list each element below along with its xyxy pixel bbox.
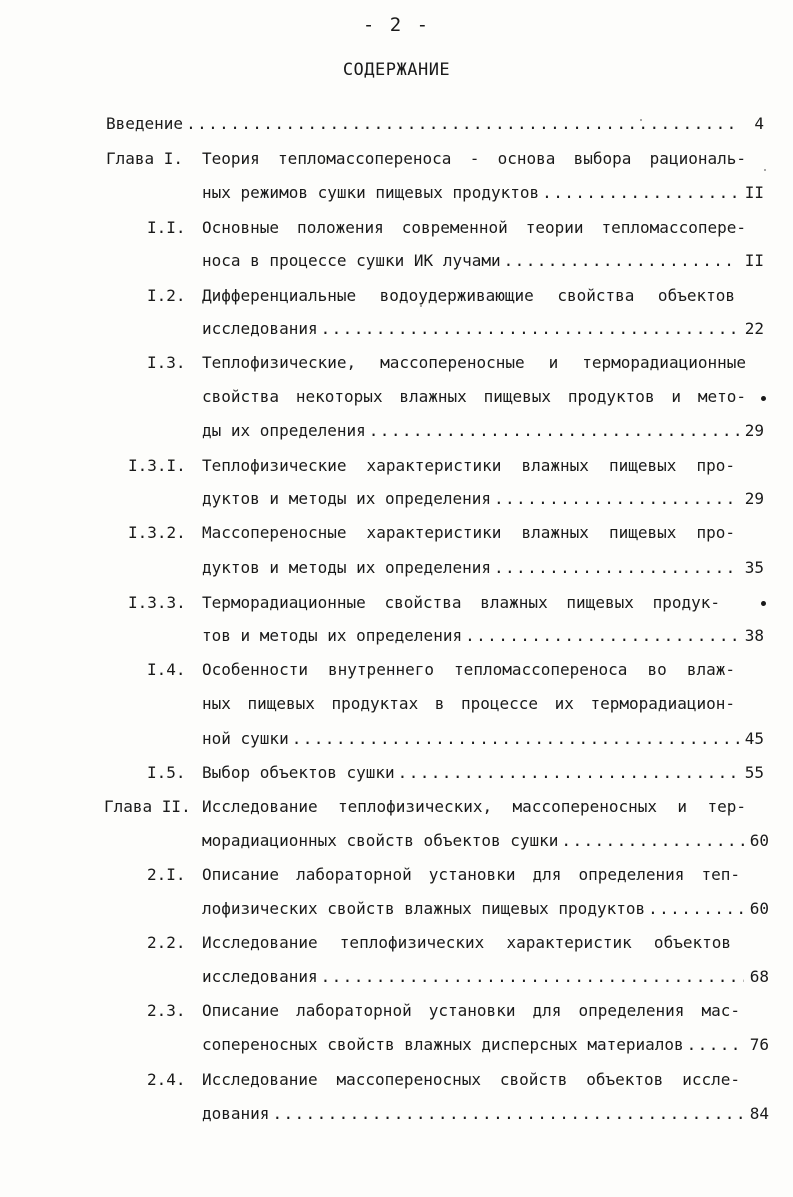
toc-entry-1-1-cont bbox=[202, 248, 764, 274]
toc-entry-text: Теплофизические, массопереносные и терморадиационные bbox=[202, 353, 746, 372]
toc-entry-text: Массопереносные характеристики влажных пищевых про- bbox=[202, 523, 735, 542]
toc-leader-dots bbox=[539, 180, 739, 206]
toc-entry-text: Основные положения современной теории тепломассопере- bbox=[202, 218, 746, 237]
toc-entry-label: I.3. bbox=[147, 353, 186, 372]
toc-entry-text: Терморадиационные свойства влажных пищевых продук- bbox=[202, 593, 720, 612]
toc-entry-text: Дифференциальные водоудерживающие свойства объектов bbox=[202, 286, 735, 305]
toc-entry-2-4 bbox=[147, 1067, 740, 1093]
toc-entry-text: Описание лабораторной установки для определения мас- bbox=[202, 1001, 740, 1020]
toc-entry-2-2 bbox=[147, 930, 731, 956]
toc-page-number: 29 bbox=[744, 421, 764, 440]
toc-entry-text: лофизических свойств влажных пищевых продуктов bbox=[202, 899, 646, 918]
toc-entry-label: I.2. bbox=[147, 286, 186, 305]
toc-leader-dots bbox=[183, 111, 740, 137]
scan-speck bbox=[420, 305, 422, 307]
toc-page-number: 22 bbox=[744, 319, 764, 338]
page-title: СОДЕРЖАНИЕ bbox=[342, 60, 451, 80]
toc-entry-text: Исследование теплофизических характеристик объектов bbox=[202, 933, 731, 952]
toc-entry-text: Описание лабораторной установки для определения теп- bbox=[202, 865, 740, 884]
toc-entry-label: 2.I. bbox=[147, 865, 186, 884]
toc-entry-2-3-cont bbox=[202, 1032, 769, 1058]
toc-page-number: 29 bbox=[744, 489, 764, 508]
toc-entry-text: Введение bbox=[106, 114, 184, 133]
toc-entry-1-2 bbox=[147, 283, 735, 309]
toc-entry-2-1-cont bbox=[202, 896, 769, 922]
toc-page-number: II bbox=[744, 183, 764, 202]
toc-entry-chapter-2 bbox=[104, 794, 746, 820]
toc-leader-dots bbox=[289, 726, 739, 752]
toc-entry-1-3-cont2 bbox=[202, 418, 764, 444]
toc-entry-text: Исследование теплофизических, массопереносных и тер- bbox=[202, 797, 746, 816]
toc-leader-dots bbox=[462, 623, 739, 649]
toc-leader-dots bbox=[395, 760, 739, 786]
toc-entry-1-3-1-cont bbox=[202, 486, 764, 512]
toc-entry-text: исследования bbox=[202, 967, 318, 986]
toc-entry-text: ды их определения bbox=[202, 421, 366, 440]
toc-page-number: 60 bbox=[749, 899, 769, 918]
margin-dot bbox=[761, 601, 766, 606]
toc-entry-1-3-3 bbox=[128, 590, 720, 616]
toc-leader-dots bbox=[501, 248, 739, 274]
toc-entry-text: Теория тепломассопереноса - основа выбора рациональ- bbox=[202, 149, 746, 168]
toc-entry-1-3-1 bbox=[128, 453, 735, 479]
scan-speck bbox=[764, 169, 766, 171]
toc-entry-text: дуктов и методы их определения bbox=[202, 558, 491, 577]
toc-page-number: 84 bbox=[749, 1104, 769, 1123]
toc-entry-text: Особенности внутреннего тепломассопереноса во влаж- bbox=[202, 660, 735, 679]
toc-page-number: 76 bbox=[749, 1035, 769, 1054]
toc-leader-dots bbox=[318, 964, 744, 990]
toc-entry-chapter-1 bbox=[106, 146, 746, 172]
toc-entry-text: Выбор объектов сушки bbox=[202, 763, 395, 782]
toc-entry-1-3-3-cont bbox=[202, 623, 764, 649]
toc-entry-label: Глава I. bbox=[106, 149, 184, 168]
toc-entry-chapter-2-cont bbox=[202, 828, 769, 854]
toc-leader-dots bbox=[491, 486, 739, 512]
toc-entry-label: I.3.2. bbox=[128, 523, 186, 542]
toc-entry-1-2-cont bbox=[202, 316, 764, 342]
toc-entry-text: дуктов и методы их определения bbox=[202, 489, 491, 508]
toc-leader-dots bbox=[558, 828, 743, 854]
toc-entry-label: 2.4. bbox=[147, 1070, 186, 1089]
toc-entry-text: Теплофизические характеристики влажных пищевых про- bbox=[202, 456, 735, 475]
toc-entry-text: дования bbox=[202, 1104, 270, 1123]
toc-entry-label: I.5. bbox=[147, 763, 186, 782]
toc-page-number: 4 bbox=[754, 114, 764, 133]
toc-entry-text: морадиационных свойств объектов сушки bbox=[202, 831, 559, 850]
toc-leader-dots bbox=[269, 1101, 743, 1127]
toc-entry-text: тов и методы их определения bbox=[202, 626, 463, 645]
toc-entry-1-3-2 bbox=[128, 520, 735, 546]
toc-entry-label: 2.3. bbox=[147, 1001, 186, 1020]
toc-page-number: II bbox=[744, 251, 764, 270]
toc-entry-text: исследования bbox=[202, 319, 318, 338]
toc-entry-1-3-2-cont bbox=[202, 555, 764, 581]
toc-entry-text: Исследование массопереносных свойств объектов иссле- bbox=[202, 1070, 740, 1089]
toc-entry-text: ных пищевых продуктах в процессе их терморадиацион- bbox=[202, 694, 735, 713]
toc-entry-intro bbox=[106, 111, 764, 137]
toc-leader-dots bbox=[684, 1032, 744, 1058]
toc-entry-1-4-cont bbox=[202, 691, 735, 717]
toc-entry-label: I.I. bbox=[147, 218, 186, 237]
toc-entry-2-2-cont bbox=[202, 964, 769, 990]
toc-entry-label: I.3.I. bbox=[128, 456, 186, 475]
toc-page-number: 68 bbox=[749, 967, 769, 986]
toc-leader-dots bbox=[366, 418, 739, 444]
toc-entry-1-5 bbox=[147, 760, 764, 786]
toc-entry-label: 2.2. bbox=[147, 933, 186, 952]
toc-entry-2-1 bbox=[147, 862, 740, 888]
toc-page-number: 55 bbox=[744, 763, 764, 782]
toc-entry-1-3-cont bbox=[202, 384, 746, 410]
toc-page-number: 60 bbox=[749, 831, 769, 850]
page-number: - 2 - bbox=[362, 14, 431, 36]
toc-entry-label: I.3.3. bbox=[128, 593, 186, 612]
toc-page-number: 38 bbox=[744, 626, 764, 645]
scan-speck bbox=[640, 119, 642, 121]
toc-entry-text: носа в процессе сушки ИК лучами bbox=[202, 251, 501, 270]
toc-page-number: 35 bbox=[744, 558, 764, 577]
toc-entry-chapter-1-cont bbox=[202, 180, 764, 206]
toc-leader-dots bbox=[318, 316, 739, 342]
toc-entry-1-4 bbox=[147, 657, 735, 683]
toc-page-number: 45 bbox=[744, 729, 764, 748]
toc-entry-text: ной сушки bbox=[202, 729, 289, 748]
toc-leader-dots bbox=[645, 896, 744, 922]
toc-entry-2-4-cont bbox=[202, 1101, 769, 1127]
toc-entry-text: ных режимов сушки пищевых продуктов bbox=[202, 183, 540, 202]
toc-entry-1-3 bbox=[147, 350, 746, 376]
toc-leader-dots bbox=[491, 555, 739, 581]
toc-entry-2-3 bbox=[147, 998, 740, 1024]
margin-dot bbox=[761, 396, 766, 401]
toc-entry-label: Глава II. bbox=[104, 797, 191, 816]
toc-entry-1-1 bbox=[147, 215, 746, 241]
toc-entry-1-4-cont2 bbox=[202, 726, 764, 752]
toc-entry-text: сопереносных свойств влажных дисперсных материалов bbox=[202, 1035, 684, 1054]
toc-entry-text: свойства некоторых влажных пищевых продуктов и мето- bbox=[202, 387, 746, 406]
toc-entry-label: I.4. bbox=[147, 660, 186, 679]
